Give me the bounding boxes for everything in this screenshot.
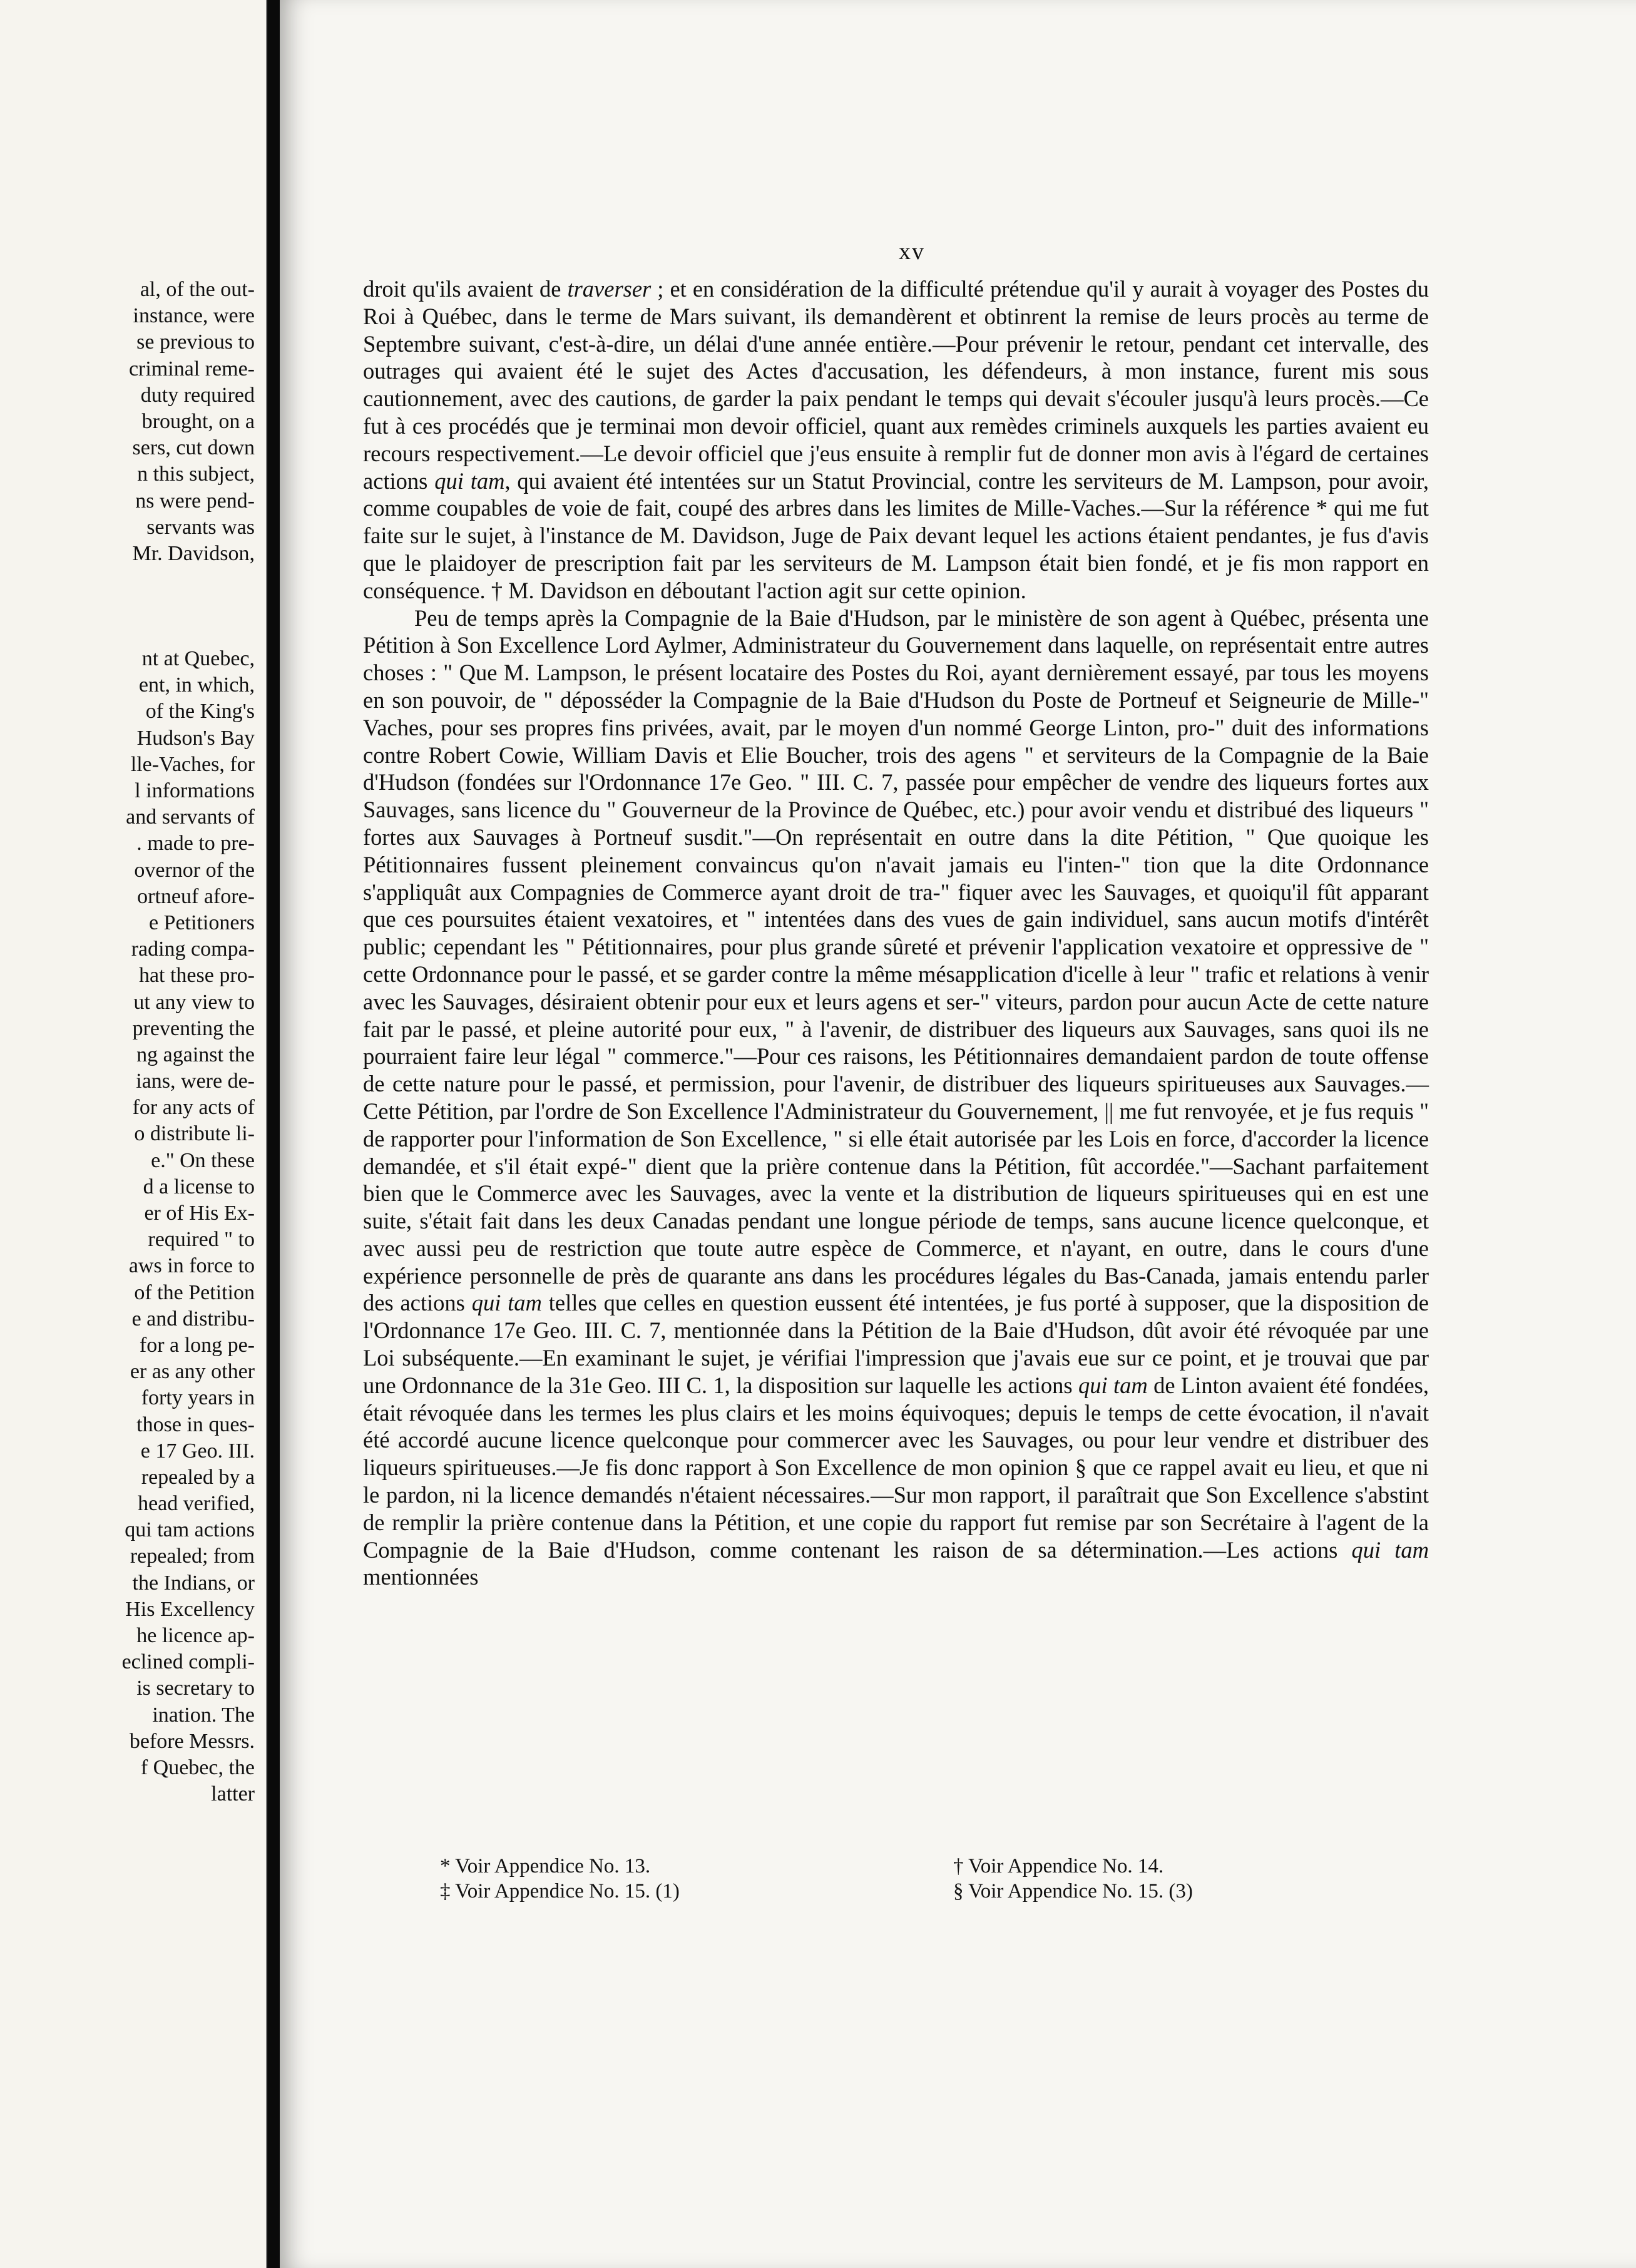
left-page-line: e." On these	[151, 1148, 255, 1172]
left-page-line: ns were pend-	[135, 489, 255, 513]
left-page-line: e and distribu-	[131, 1307, 255, 1331]
italic-term: qui tam	[434, 467, 505, 494]
left-page-line: se previous to	[136, 330, 255, 354]
left-page-line: al, of the out-	[140, 278, 255, 301]
left-page-text	[0, 277, 255, 1807]
left-page-line: preventing the	[132, 1016, 255, 1040]
left-page-line: he licence ap-	[136, 1624, 255, 1647]
left-page-line: d a license to	[143, 1175, 255, 1198]
left-page-line: Mr. Davidson,	[132, 541, 255, 565]
left-page-line: qui tam actions	[125, 1518, 255, 1542]
italic-term: traverser	[567, 276, 652, 302]
left-page-line: ination. The	[152, 1703, 255, 1727]
page-number: xv	[899, 238, 925, 265]
left-page-line: f Quebec, the	[140, 1755, 255, 1779]
left-page-line: Hudson's Bay	[136, 726, 255, 750]
left-page-line: ut any view to	[133, 990, 255, 1014]
left-page-line: ng against the	[136, 1043, 255, 1066]
italic-term: qui tam	[471, 1290, 542, 1316]
left-page-line: for any acts of	[132, 1096, 255, 1120]
left-page-line: sers, cut down	[132, 436, 255, 460]
left-page-line: instance, were	[133, 304, 255, 328]
left-page-line: brought, on a	[141, 409, 255, 433]
footnote: ‡ Voir Appendice No. 15. (1)	[440, 1880, 680, 1903]
left-page-line: n this subject,	[137, 462, 255, 486]
paragraph: droit qu'ils avaient de traverser ; et en considération de la difficulté prétendue qu'il y aurait à voyager des Postes du Roi à Québec, dans le terme de Mars suivant, ils demandèrent et obtinrent la remise de leurs procès au terme de Septembre suivant, c'est-à-dire, un délai d'une année entière.—Pour prévenir le retour, pendant cet intervalle, des outrages qui avaient été le sujet des Actes d'accusation, les défendeurs, à mon instance, furent mis sous cautionnement, avec des cautions, de garder la paix pendant le temps qui devait s'écouler jusqu'à leurs procès.—Ce fut à ces procédés que je terminai mon devoir officiel, quant aux remèdes criminels auxquels les parties avaient eu recours respectivement.—Le devoir officiel que j'eus ensuite à remplir fut de donner mon avis à l'égard de certaines actions qui tam, qui avaient été intentées sur un Statut Provincial, contre les serviteurs de M. Lampson, pour avoir, comme coupables de voie de fait, coupé des arbres dans les limites de Mille-Vaches.—Sur la référence * qui me fut faite sur le sujet, à l'instance de M. Davidson, Juge de Paix devant lequel les actions étaient pendantes, je fus d'avis que le plaidoyer de prescription fait par les serviteurs de M. Lampson était bien fondé, et je fis mon rapport en conséquence. † M. Davidson en déboutant l'action agit sur cette opinion.	[363, 276, 1429, 603]
left-page-line: ians, were de-	[136, 1070, 255, 1093]
right-page	[280, 0, 1636, 2268]
book-gutter	[267, 0, 280, 2268]
left-page-line: for a long pe-	[139, 1333, 255, 1357]
paragraph: Peu de temps après la Compagnie de la Baie d'Hudson, par le ministère de son agent à Québec, présenta une Pétition à Son Excellence Lord Aylmer, Administrateur du Gouvernement dans laquelle, on représentait entre autres choses : " Que M. Lampson, le présent locataire des Postes du Roi, ayant dernièrement essayé, par tous les moyens en son pouvoir, de " déposséder la Compagnie de la Baie d'Hudson du Poste de Portneuf et Seigneurie de Mille-" Vaches, pour ses propres fins privées, avait, par le moyen d'un nommé George Linton, pro-" duit des informations contre Robert Cowie, William Davis et Elie Boucher, trois des agens " et serviteurs de la Compagnie de la Baie d'Hudson (fondées sur l'Ordonnance 17e Geo. " III. C. 7, passée pour empêcher de vendre des liqueurs fortes aux Sauvages, sans licence du " Gouverneur de la Province de Québec, etc.) pour avoir vendu et distribué des liqueurs " fortes aux Sauvages à Portneuf susdit."—On représentait en outre dans la dite Pétition, " Que quoique les Pétitionnaires fussent pleinement convaincus qu'on n'avait jamais eu l'inten-" tion que la dite Ordonnance s'appliquât aux Compagnies de Commerce ayant droit de tra-" fiquer avec les Sauvages, et quoiqu'il fût apparant que ces poursuites étaient vexatoires, et " intentées dans des vues de gain individuel, sans aucun motifs d'intérêt public; cependant les " Pétitionnaires, pour plus grande sûreté et prévenir l'application vexatoire et oppressive de " cette Ordonnance pour le passé, et se garder contre la même mésapplication d'icelle à leur " trafic et relations à venir avec les Sauvages, désiraient obtenir pour eux et leurs agens et ser-" viteurs, pardon pour aucun Acte de cette nature fait par le passé, et pleine autorité pour eux, " à l'avenir, de distribuer des liqueurs aux Sauvages, sans quoi ils ne pourraient faire leur légal " commerce."—Pour ces raisons, les Pétitionnaires demandaient pardon de toute offense de cette nature pour le passé, et permission, pour l'avenir, de distribuer des liqueurs spiritueuses aux Sauvages.—Cette Pétition, par l'ordre de Son Excellence l'Administrateur du Gouvernement, || me fut renvoyée, et je fus requis " de rapporter pour l'information de Son Excellence, " si elle était autorisée par les Lois en force, d'accorder la licence demandée, et s'il était expé-" dient que la prière contenue dans la Pétition, fût accordée."—Sachant parfaitement bien que le Commerce avec les Sauvages, avec la vente et la distribution de liqueurs spiritueuses qui en est une suite, s'était fait dans les deux Canadas pendant une longue période de temps, sans aucune licence quelconque, et avec aussi peu de restriction que toute autre espèce de Commerce, et n'ayant, en outre, dans le cours d'une expérience personnelle de près de quarante ans dans les procédures légales du Bas-Canada, jamais entendu parler des actions qui tam telles que celles en question eussent été intentées, je fus porté à supposer, que la disposition de l'Ordonnance 17e Geo. III. C. 7, mentionnée dans la Pétition de la Baie d'Hudson, dût avoir été révoquée par une Loi subséquente.—En examinant le sujet, je vérifiai l'impression que j'avais eue sur ce point, et je trouvai que par une Ordonnance de la 31e Geo. III C. 1, la disposition sur laquelle les actions qui tam de Linton avaient été fondées, était révoquée dans les termes les plus clairs et les moins équivoques; depuis le temps de cette évocation, il n'avait été accordé aucune licence quelconque pour commercer avec les Sauvages, ou pour leur vendre et distribuer des liqueurs spiritueuses.—Je fis donc rapport à Son Excellence de mon opinion § que ce rappel avait eu lieu, et que ni le pardon, ni la licence demandés n'étaient nécessaires.—Sur mon rapport, il paraîtrait que Son Excellence s'abstint de remplir la prière contenue dans la Pétition, et une copie du rapport fut remise par son Secrétaire à l'agent de la Compagnie de la Baie d'Hudson, comme contenant les raison de sa détermination.—Les actions qui tam mentionnées	[363, 605, 1429, 1590]
left-page-line: e 17 Geo. III.	[140, 1439, 255, 1463]
left-page-line: before Messrs.	[129, 1729, 255, 1753]
left-page-line: criminal reme-	[128, 357, 255, 381]
left-page-line: His Excellency	[125, 1597, 255, 1621]
left-page-line: servants was	[146, 515, 255, 539]
left-page-line: o distribute li-	[134, 1122, 255, 1146]
left-page-line: aws in force to	[128, 1254, 255, 1278]
left-page-line: l informations	[135, 779, 255, 802]
left-page-line: rading compa-	[131, 937, 255, 961]
left-page-fragment	[0, 0, 267, 2268]
left-page-line: duty required	[140, 383, 255, 407]
left-page-line: and servants of	[126, 805, 255, 829]
left-page-line: latter	[211, 1782, 255, 1806]
footnote: § Voir Appendice No. 15. (3)	[953, 1880, 1193, 1903]
left-page-line: of the King's	[145, 700, 255, 723]
left-page-line: lle-Vaches, for	[130, 752, 255, 776]
body-text	[363, 275, 1429, 1591]
left-page-line: repealed by a	[141, 1465, 255, 1489]
left-page-line: overnor of the	[134, 858, 255, 882]
left-page-line: the Indians, or	[132, 1571, 255, 1595]
left-page-line: those in ques-	[136, 1412, 255, 1436]
left-page-line: er as any other	[130, 1360, 255, 1384]
left-page-line: ent, in which,	[138, 673, 255, 697]
left-page-line: of the Petition	[134, 1280, 255, 1304]
left-page-line: nt at Quebec,	[141, 647, 255, 671]
left-page-line: er of His Ex-	[144, 1202, 255, 1225]
left-page-line: repealed; from	[130, 1545, 255, 1568]
left-page-line: e Petitioners	[148, 911, 255, 934]
left-page-line: forty years in	[141, 1386, 255, 1410]
left-page-line: required " to	[148, 1228, 255, 1252]
left-page-line: . made to pre-	[136, 832, 255, 856]
left-page-line: eclined compli-	[121, 1650, 255, 1674]
left-page-line: ortneuf afore-	[137, 884, 255, 908]
footnote: † Voir Appendice No. 14.	[953, 1855, 1164, 1877]
left-page-line: head verified,	[138, 1492, 255, 1516]
left-page-line: is secretary to	[136, 1677, 255, 1700]
footnote: * Voir Appendice No. 13.	[440, 1855, 651, 1877]
left-page-line	[0, 567, 255, 646]
italic-term: qui tam	[1078, 1372, 1148, 1398]
left-page-line: hat these pro-	[138, 964, 255, 988]
italic-term: qui tam	[1351, 1536, 1429, 1563]
